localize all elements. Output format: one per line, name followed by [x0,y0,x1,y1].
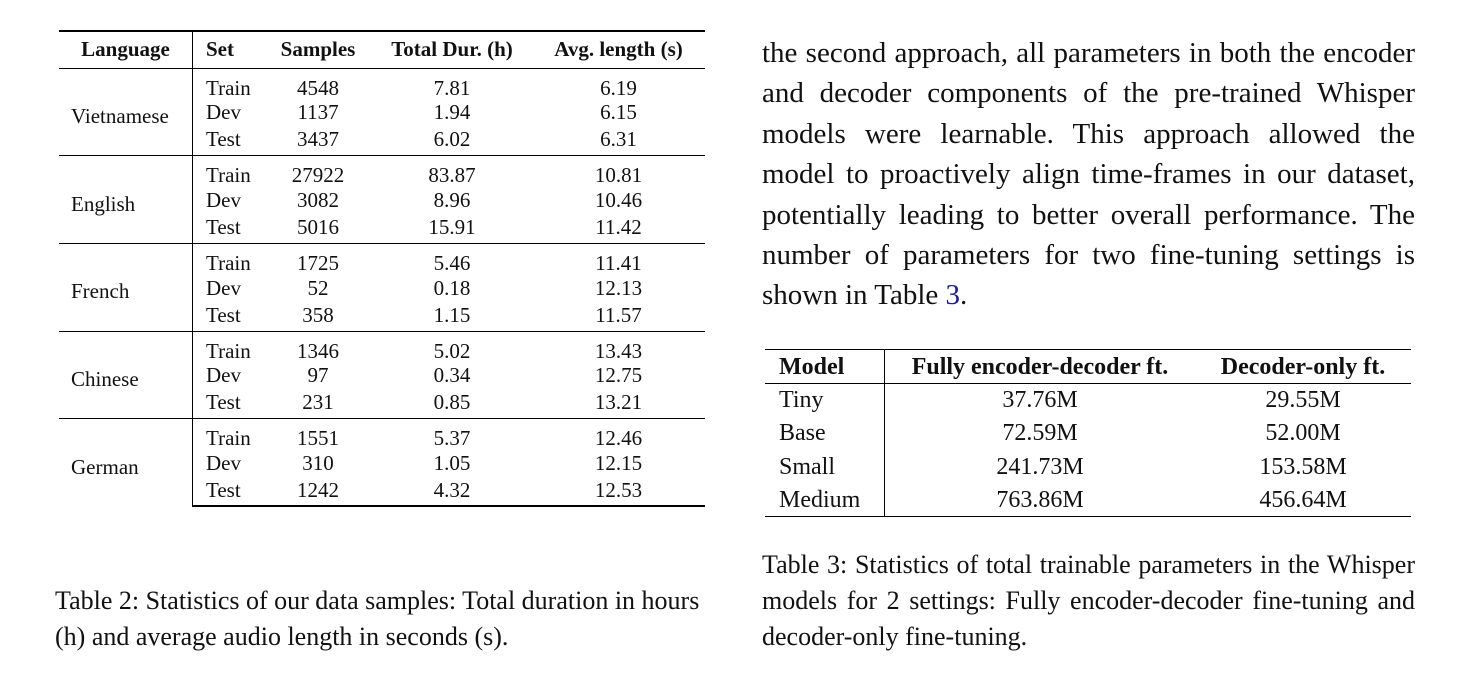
model-cell: Base [765,417,885,450]
table-header-row [765,350,1411,384]
full-finetune-cell: 37.76M [1002,387,1078,414]
samples-cell: 1551 [264,419,372,450]
samples-cell: 4548 [297,75,339,100]
language-cell: Chinese [59,331,193,419]
duration-cell: 0.85 [433,390,471,415]
avg-length-cell: 11.41 [532,243,705,274]
column-header-set: Set [193,31,265,68]
duration-cell: 0.34 [433,363,471,388]
duration-cell: 1.94 [433,100,471,125]
duration-cell: 15.91 [428,214,476,239]
avg-length-cell: 12.46 [532,419,705,450]
avg-length-cell: 6.15 [600,100,637,125]
decoder-only-cell: 153.58M [1259,453,1347,480]
avg-length-cell: 12.53 [532,478,705,507]
samples-cell: 1346 [264,331,372,362]
avg-length-cell: 6.31 [600,127,637,152]
avg-length-cell: 10.81 [532,156,705,187]
column-header-language: Language [59,31,193,68]
paragraph-end: . [960,279,968,312]
column-header-full-finetune: Fully encoder-decoder ft. [885,350,1196,384]
duration-cell: 5.02 [372,331,532,362]
column-header-avg-length: Avg. length (s) [532,31,705,68]
table-reference-link[interactable]: 3 [945,279,961,312]
set-cell: Test [206,214,241,239]
model-cell: Tiny [765,384,885,417]
table-3-caption: Table 3: Statistics of total trainable parameters in the Whisper models for 2 settings: Fully encoder-decoder fine-tuning and decoder-only fine-tuning. [762,550,1415,651]
avg-length-cell: 12.15 [594,451,643,476]
samples-cell: 1725 [264,243,372,274]
language-cell: French [59,243,193,331]
duration-cell: 1.05 [433,451,471,476]
table-row [765,483,1411,516]
language-cell: English [59,156,193,244]
model-cell: Medium [765,483,885,516]
table-row [765,417,1411,450]
samples-cell: 97 [307,363,329,388]
table-row [765,450,1411,483]
model-cell: Small [765,450,885,483]
duration-cell: 0.18 [433,275,471,300]
samples-cell: 52 [307,275,329,300]
avg-length-cell: 13.21 [594,390,643,415]
column-header-samples: Samples [264,31,372,68]
column-header-model: Model [765,350,885,384]
set-cell: Test [193,478,265,507]
duration-cell: 7.81 [433,75,471,100]
table-row [765,384,1411,417]
samples-cell: 27922 [264,156,372,187]
set-cell: Dev [206,363,241,388]
body-paragraph [762,33,1415,316]
full-finetune-cell: 763.86M [885,483,1196,516]
samples-cell: 1137 [297,100,339,125]
set-cell: Dev [206,100,241,125]
set-cell: Train [193,331,265,362]
language-cell: German [59,419,193,507]
duration-cell: 5.46 [372,243,532,274]
duration-cell: 83.87 [372,156,532,187]
parameter-statistics-body [765,384,1411,517]
set-cell: Dev [206,187,241,212]
full-finetune-cell: 241.73M [996,453,1084,480]
table-row [59,156,705,187]
table-header-row [59,31,705,68]
avg-length-cell: 10.46 [594,187,643,212]
parameter-statistics-table [765,349,1411,517]
avg-length-cell: 12.13 [594,275,643,300]
data-statistics-body [59,68,705,506]
duration-cell: 5.37 [372,419,532,450]
decoder-only-cell: 456.64M [1195,483,1411,516]
samples-cell: 1242 [264,478,372,507]
samples-cell: 5016 [297,214,339,239]
duration-cell: 4.32 [372,478,532,507]
set-cell: Dev [206,451,241,476]
samples-cell: 231 [302,390,334,415]
decoder-only-cell: 29.55M [1265,387,1341,414]
full-finetune-cell: 72.59M [1002,420,1078,447]
table-row [59,419,705,450]
duration-cell: 6.02 [433,127,471,152]
avg-length-cell: 13.43 [532,331,705,362]
table-row [59,68,705,99]
avg-length-cell: 12.75 [594,363,643,388]
set-cell: Train [193,243,265,274]
samples-cell: 3437 [297,127,339,152]
set-cell: Test [206,302,241,327]
set-cell: Test [206,390,241,415]
set-cell: Train [206,75,251,100]
table-row [59,243,705,274]
duration-cell: 1.15 [433,302,471,327]
avg-length-cell: 11.57 [595,302,642,327]
samples-cell: 310 [302,451,334,476]
column-header-total-duration: Total Dur. (h) [372,31,532,68]
avg-length-cell: 6.19 [600,75,637,100]
samples-cell: 358 [302,302,334,327]
table-row [59,331,705,362]
set-cell: Test [206,127,241,152]
set-cell: Train [193,419,265,450]
duration-cell: 8.96 [433,187,471,212]
samples-cell: 3082 [297,187,339,212]
decoder-only-cell: 52.00M [1265,420,1341,447]
data-statistics-table [59,30,705,507]
set-cell: Dev [206,275,241,300]
avg-length-cell: 11.42 [595,214,642,239]
set-cell: Train [193,156,265,187]
column-header-decoder-only: Decoder-only ft. [1195,350,1411,384]
language-cell: Vietnamese [59,68,193,156]
table-2-caption: Table 2: Statistics of our data samples: Total duration in hours (h) and average audio length in seconds (s). [55,586,700,651]
paragraph-text: the second approach, all parameters in both the encoder and decoder components of the pre-trained Whisper models were learnable. This approach allowed the model to proactively align time-frames in our dataset, potentially leading to better overall performance. The number of parameters for two fine-tuning settings is shown in Table [762,37,1415,312]
